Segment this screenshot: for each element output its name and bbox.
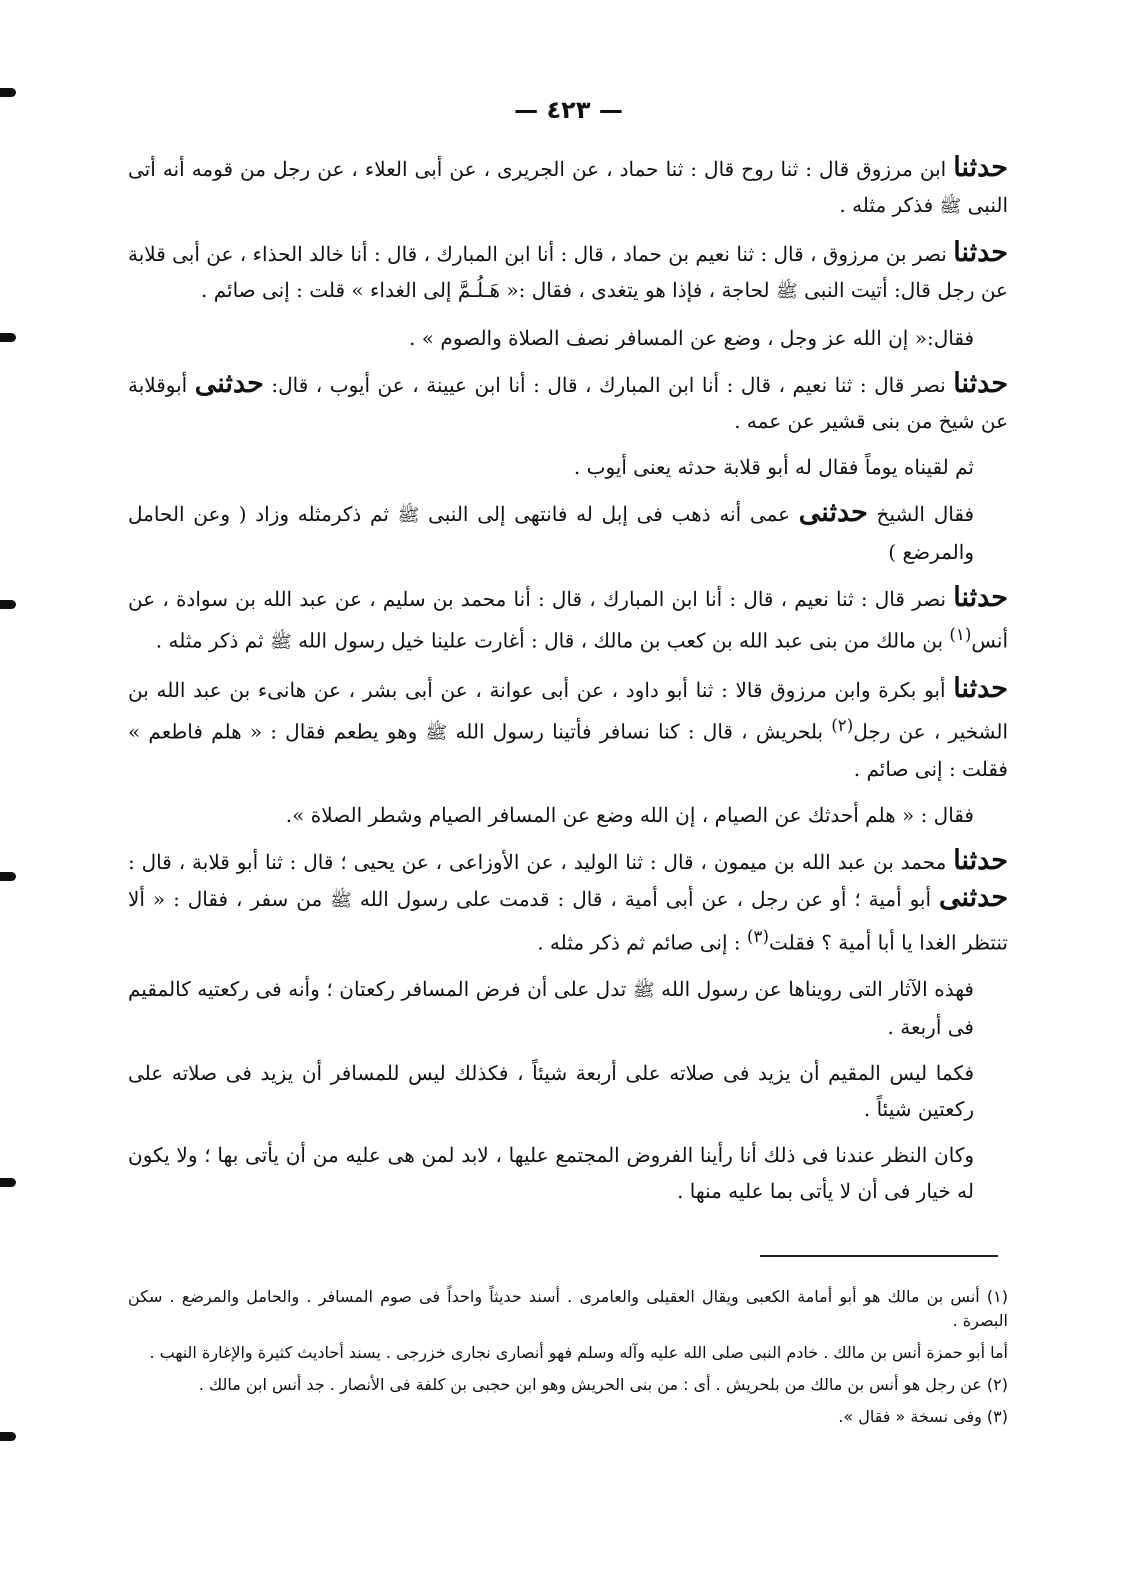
salutation-glyph: ﷺ — [270, 631, 292, 653]
hadith-keyword: حدثنا — [953, 845, 1008, 877]
paragraph: حدثنا نصر بن مرزوق ، قال : ثنا نعيم بن حماد ، قال : أنا ابن المبارك ، قال : أنا خالد الحذاء ، عن أبى قلابة عن رجل قال: أتيت النبى ﷺ لحاجة ، فإذا هو يتغدى ، فقال :« هَـلُـمَّ إلى الغداء » قلت : إنى صائم . — [127, 237, 1008, 302]
salutation-glyph: ﷺ — [632, 979, 655, 1001]
salutation-glyph: ﷺ — [425, 722, 448, 744]
paragraph: حدثنا أبو بكرة وابن مرزوق قالا : ثنا أبو داود ، عن أبى عوانة ، عن أبى بشر ، عن هانىء بن عبد الله بن الشخير ، عن رجل$^{(٢)}$ بلحريش ، قال : كنا نسافر فأتينا رسول الله ﷺ وهو يطعم فقال : « هلم فاطعم » فقلت : إنى صائم . — [128, 672, 1009, 782]
footnote: (١) أنس بن مالك هو أبو أمامة الكعبى ويقال العقيلى والعامرى . أسند حديثاً واحداً فى صوم المسافر . والحامل والمرضع . سكن البصرة . — [128, 1287, 1008, 1330]
salutation-glyph: ﷺ — [330, 890, 352, 912]
margin-mark — [0, 333, 16, 342]
margin-mark — [0, 600, 16, 609]
salutation-glyph: ﷺ — [776, 281, 798, 302]
paragraph: حدثنا نصر قال : ثنا نعيم ، قال : أنا ابن المبارك ، قال : أنا ابن عيينة ، عن أيوب ، قال: حدثنى أبوقلابة عن شيخ من بنى قشير عن عمه . — [128, 368, 1009, 433]
paragraph: حدثنا ابن مرزوق قال : ثنا روح قال : ثنا حماد ، عن الجريرى ، عن أبى العلاء ، عن رجل من قومه أنه أتى النبى ﷺ فذكر مثله . — [128, 152, 1008, 217]
hadith-keyword-alt: حدثنى — [798, 497, 868, 528]
main-text — [128, 150, 1008, 1219]
salutation-glyph: ﷺ — [939, 196, 962, 217]
hadith-keyword: حدثنا — [953, 582, 1008, 613]
page-number: — ٤٢٣ — — [514, 96, 623, 124]
paragraph: فقال:« إن الله عز وجل ، وضع عن المسافر نصف الصلاة والصوم » . — [409, 326, 974, 350]
hadith-keyword: حدثنا — [953, 672, 1008, 704]
paragraph: فهذه الآثار التى رويناها عن رسول الله ﷺ تدل على أن فرض المسافر ركعتان ؛ وأنه فى ركعتيه كالمقيم فى أربعة . — [128, 976, 974, 1039]
paragraph: فكما ليس المقيم أن يزيد فى صلاته على أربعة شيئاً ، فكذلك ليس للمسافر أن يزيد فى صلاته على ركعتين شيئاً . — [128, 1060, 975, 1121]
margin-mark — [0, 872, 16, 881]
footnote: (٢) عن رجل هو أنس بن مالك من بلحريش . أى : من بنى الحريش وهو ابن حجبى بن كلفة فى الأنصار . جد أنس ابن مالك . — [198, 1375, 1008, 1394]
hadith-keyword: حدثنا — [953, 152, 1008, 183]
footnotes — [128, 1285, 1008, 1437]
paragraph: حدثنا محمد بن عبد الله بن ميمون ، قال : ثنا الوليد ، عن الأوزاعى ، عن يحيى ؛ قال : ثنا أبو قلابة ، قال : حدثنى أبو أمية ؛ أو عن رجل ، عن أبى أمية ، قال : قدمت على رسول الله ﷺ من سفر ، فقال : « ألا تنتظر الغدا يا أبا أمية ؟ فقلت$^{(٣)}$ : إنى صائم ثم ذكر مثله . — [128, 845, 1009, 955]
hadith-keyword-alt: حدثنى — [194, 368, 264, 399]
footnote-ref: (٣) — [747, 927, 769, 947]
paragraph: ثم لقيناه يوماً فقال له أبو قلابة حدثه يعنى أيوب . — [573, 455, 974, 479]
footnote-ref: (٢) — [831, 715, 854, 735]
salutation-glyph: ﷺ — [397, 505, 420, 526]
hadith-keyword: حدثنا — [953, 368, 1009, 399]
hadith-keyword-alt: حدثنى — [939, 882, 1009, 914]
paragraph: وكان النظر عندنا فى ذلك أنا رأينا الفروض المجتمع عليها ، لابد لمن هى عليه من أن يأتى بها ؛ ولا يكون له خيار فى أن لا يأتى بما عليه منها . — [128, 1142, 974, 1203]
paragraph: حدثنا نصر قال : ثنا نعيم ، قال : أنا ابن المبارك ، قال : أنا محمد بن سليم ، عن عبد الله بن سوادة ، عن أنس$^{(١)}$ بن مالك من بنى عبد الله بن كعب بن مالك ، قال : أغارت علينا خيل رسول الله ﷺ ثم ذكر مثله . — [128, 582, 1008, 653]
hadith-keyword: حدثنا — [953, 237, 1008, 268]
paragraph: فقال الشيخ حدثنى عمى أنه ذهب فى إبل له فانتهى إلى النبى ﷺ ثم ذكرمثله وزاد ( وعن الحامل والمرضع ) — [128, 497, 974, 564]
footnote-ref: (١) — [949, 625, 972, 644]
paragraph: فقال : « هلم أحدثك عن الصيام ، إن الله وضع عن المسافر الصيام وشطر الصلاة ». — [285, 803, 974, 828]
margin-mark — [0, 1432, 16, 1441]
footnote: أما أبو حمزة أنس بن مالك . خادم النبى صلى الله عليه وآله وسلم فهو أنصارى نجارى خزرجى . يسند أحاديث كثيرة والإغارة النهب . — [149, 1343, 1008, 1362]
margin-mark — [0, 1178, 16, 1187]
footnote-separator — [760, 1255, 998, 1257]
footnote: (٣) وفى نسخة « فقال ». — [838, 1407, 1008, 1426]
